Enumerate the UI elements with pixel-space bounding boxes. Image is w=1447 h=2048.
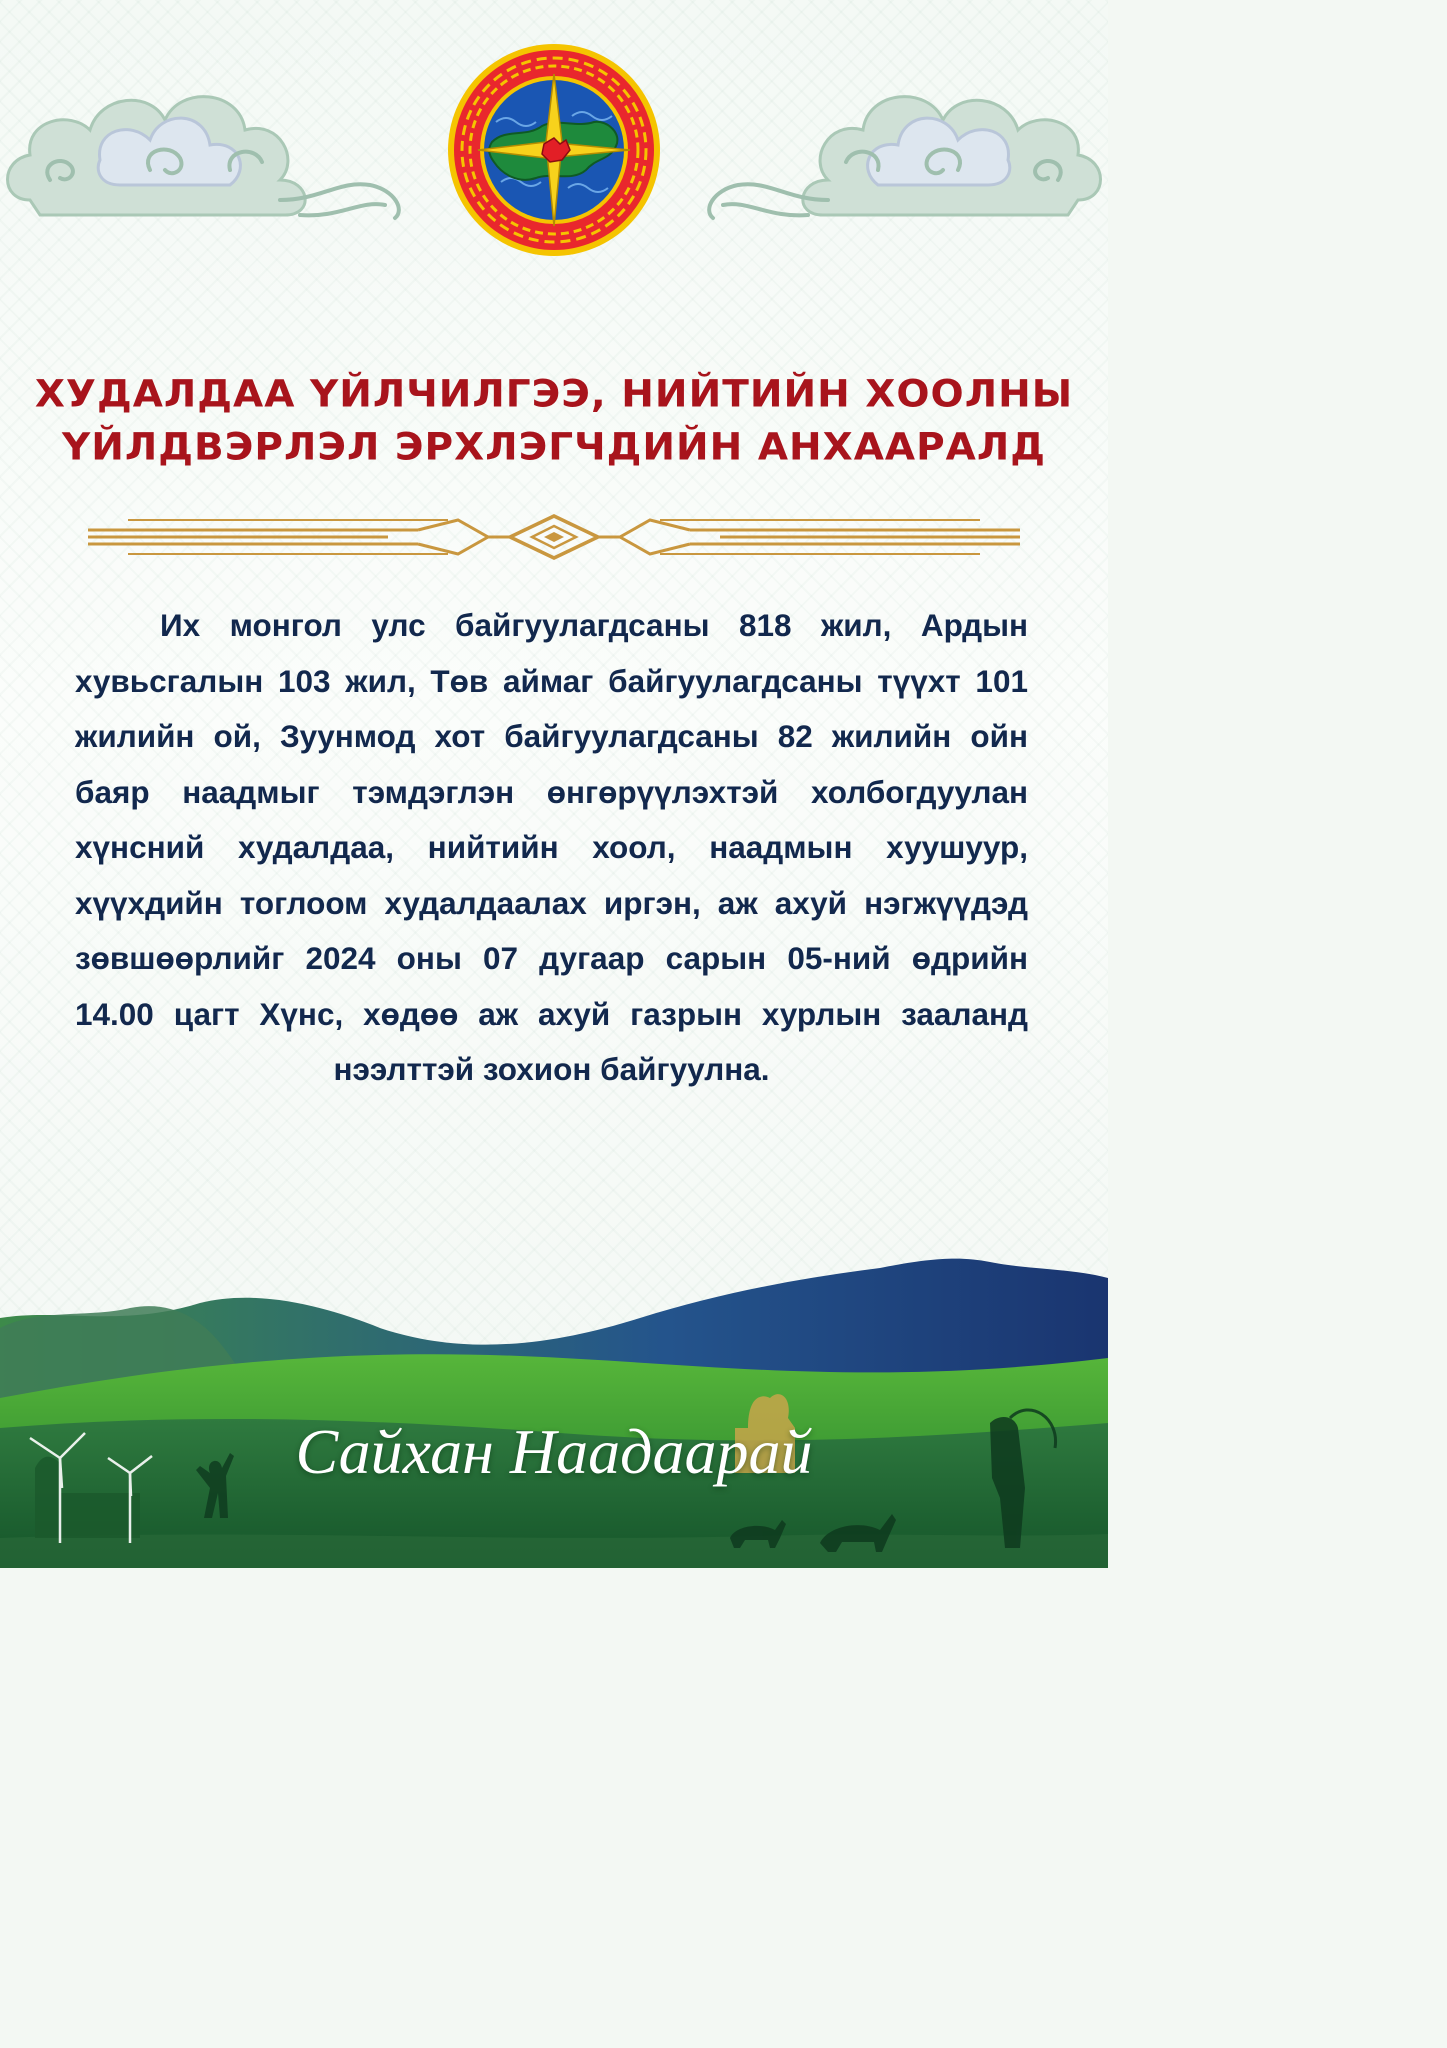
decorative-cloud-left-icon — [0, 50, 410, 240]
announcement-title — [0, 368, 1108, 474]
decorative-cloud-right-icon — [698, 50, 1108, 240]
announcement-body: Их монгол улс байгуулагдсаны 818 жил, Ардын хувьсгалын 103 жил, Төв аймаг байгуулагдсаны түүхт 101 жилийн ой, Зуунмод хот байгуулагдсаны 82 жилийн ойн баяр наадмыг тэмдэглэн өнгөрүүлэхтэй холбогдуулан хүнсний худалдаа, нийтийн хоол, наадмын хуушуур, хүүхдийн тоглоом худалдаалах иргэн, аж ахуй нэгжүүдэд зөвшөөрлийг 2024 оны 07 дугаар сарын 05-ний өдрийн 14.00 цагт Хүнс, хөдөө аж ахуй газрын хурлын зааланд нээлттэй зохион байгуулна. — [75, 607, 1028, 1087]
holiday-greeting: Сайхан Наадаарай — [295, 1416, 813, 1487]
ornamental-divider-icon — [88, 512, 1020, 562]
steppe-landscape-illustration — [0, 1248, 1108, 1568]
province-emblem-icon — [446, 42, 662, 258]
title-line-2: ҮЙЛДВЭРЛЭЛ ЭРХЛЭГЧДИЙН АНХААРАЛД — [62, 426, 1046, 469]
title-line-1: ХУДАЛДАА ҮЙЛЧИЛГЭЭ, НИЙТИЙН ХООЛНЫ — [34, 373, 1074, 416]
